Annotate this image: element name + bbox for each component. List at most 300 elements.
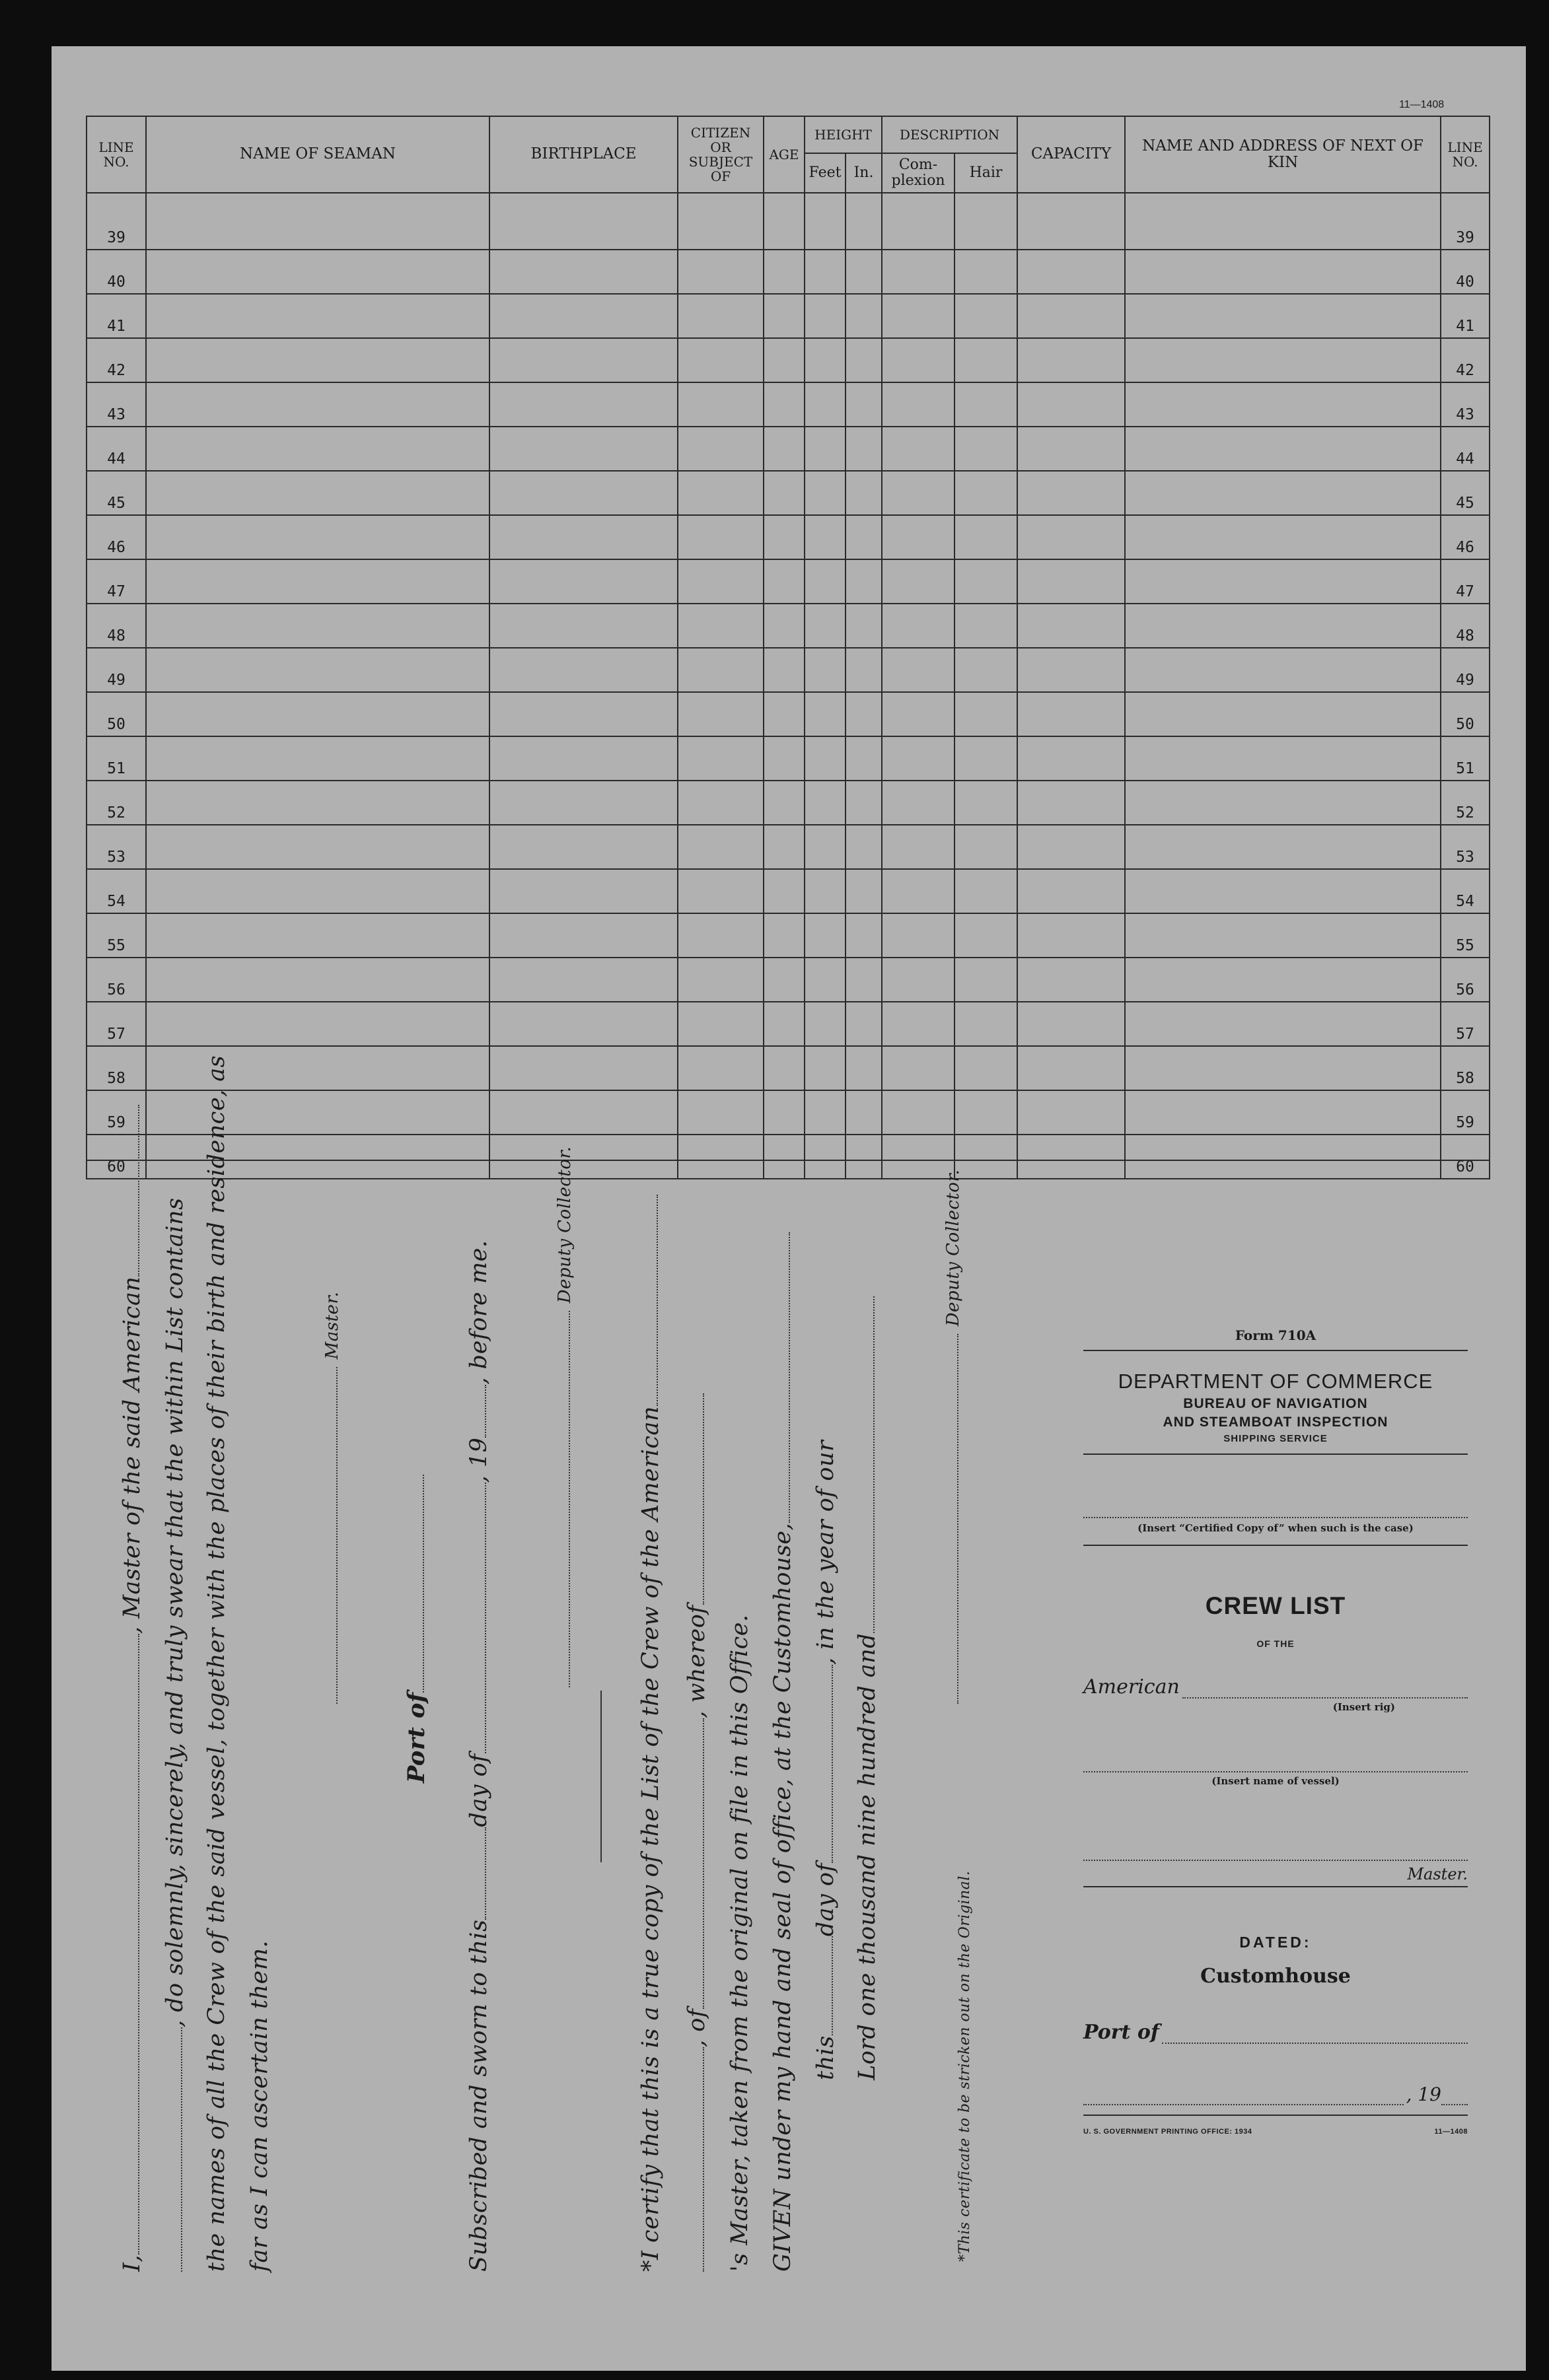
crew-cell[interactable] (678, 382, 764, 427)
crew-cell[interactable] (678, 604, 764, 648)
crew-cell[interactable] (1125, 515, 1441, 559)
crew-cell[interactable] (764, 1002, 805, 1046)
crew-cell[interactable] (146, 338, 489, 382)
crew-cell[interactable] (489, 604, 678, 648)
crew-cell[interactable] (882, 559, 955, 604)
crew-cell[interactable] (846, 604, 882, 648)
crew-cell[interactable] (846, 294, 882, 338)
crew-cell[interactable] (489, 692, 678, 736)
crew-cell[interactable] (764, 1046, 805, 1090)
crew-cell[interactable] (1017, 1046, 1125, 1090)
crew-cell[interactable] (678, 193, 764, 250)
panel-date-blank[interactable] (1083, 2089, 1404, 2105)
crew-cell[interactable] (882, 427, 955, 471)
crew-cell[interactable] (146, 193, 489, 250)
crew-cell[interactable] (1125, 648, 1441, 692)
crew-cell[interactable] (955, 559, 1017, 604)
line-number-right: 60 (1441, 1135, 1490, 1179)
crew-cell[interactable] (1017, 958, 1125, 1002)
crew-cell[interactable] (805, 338, 846, 382)
of-the: OF THE (1256, 1638, 1295, 1649)
crew-cell[interactable] (146, 471, 489, 515)
crew-cell[interactable] (955, 781, 1017, 825)
crew-cell[interactable] (805, 515, 846, 559)
panel-year-blank[interactable] (1441, 2089, 1468, 2105)
crew-cell[interactable] (955, 427, 1017, 471)
line-number: 57 (87, 1002, 146, 1046)
crew-cell[interactable] (882, 294, 955, 338)
cert-deputy-signature-blank[interactable] (956, 1334, 958, 1704)
crew-cell[interactable] (678, 825, 764, 869)
crew-cell[interactable] (955, 338, 1017, 382)
crew-cell[interactable] (489, 559, 678, 604)
crew-cell[interactable] (882, 1046, 955, 1090)
crew-cell[interactable] (146, 869, 489, 913)
crew-cell[interactable] (678, 692, 764, 736)
deputy-signature-blank[interactable] (568, 1311, 570, 1687)
crew-cell[interactable] (489, 294, 678, 338)
crew-cell[interactable] (678, 736, 764, 781)
crew-cell[interactable] (955, 193, 1017, 250)
crew-cell[interactable] (846, 515, 882, 559)
crew-cell[interactable] (805, 692, 846, 736)
crew-cell[interactable] (882, 1090, 955, 1135)
line-number: 45 (87, 471, 146, 515)
crew-cell[interactable] (1125, 294, 1441, 338)
certificate-line-3: 's Master, taken from the original on file in this Office. (727, 1614, 753, 2272)
cert-customhouse-blank[interactable] (788, 1232, 790, 1523)
crew-cell[interactable] (1017, 515, 1125, 559)
header-age: AGE (764, 116, 805, 193)
crew-cell[interactable] (678, 913, 764, 958)
crew-cell[interactable] (882, 692, 955, 736)
crew-cell[interactable] (805, 1090, 846, 1135)
crew-cell[interactable] (489, 913, 678, 958)
crew-cell[interactable] (1125, 382, 1441, 427)
line-number-right: 51 (1441, 736, 1490, 781)
line-number: 47 (87, 559, 146, 604)
printer-line (1083, 2128, 1468, 2136)
crew-cell[interactable] (1017, 781, 1125, 825)
crew-cell[interactable] (489, 736, 678, 781)
customhouse-label: Customhouse (1200, 1965, 1351, 1988)
table-row (87, 736, 1490, 781)
line-number: 52 (87, 781, 146, 825)
crew-cell[interactable] (146, 515, 489, 559)
crew-cell[interactable] (1125, 1090, 1441, 1135)
crew-cell[interactable] (678, 294, 764, 338)
crew-cell[interactable] (146, 427, 489, 471)
crew-cell[interactable] (1125, 559, 1441, 604)
crew-cell[interactable] (1017, 692, 1125, 736)
line-number: 48 (87, 604, 146, 648)
crew-cell[interactable] (1125, 736, 1441, 781)
crew-cell[interactable] (846, 1090, 882, 1135)
crew-cell[interactable] (955, 471, 1017, 515)
crew-cell[interactable] (882, 869, 955, 913)
crew-cell[interactable] (764, 781, 805, 825)
crew-cell[interactable] (1125, 1135, 1441, 1179)
crew-cell[interactable] (846, 781, 882, 825)
crew-cell[interactable] (1125, 869, 1441, 913)
line-number-right: 46 (1441, 515, 1490, 559)
line-number-right: 54 (1441, 869, 1490, 913)
crew-cell[interactable] (805, 427, 846, 471)
crew-cell[interactable] (805, 382, 846, 427)
crew-cell[interactable] (146, 692, 489, 736)
crew-cell[interactable] (764, 692, 805, 736)
crew-cell[interactable] (846, 736, 882, 781)
cert-day-blank[interactable] (831, 1936, 833, 2035)
crew-cell[interactable] (678, 1090, 764, 1135)
shipping-service: SHIPPING SERVICE (1223, 1433, 1328, 1444)
crew-cell[interactable] (764, 604, 805, 648)
crew-cell[interactable] (1125, 825, 1441, 869)
line-number: 39 (87, 193, 146, 250)
crew-cell[interactable] (882, 338, 955, 382)
crew-cell[interactable] (955, 1002, 1017, 1046)
crew-cell[interactable] (764, 559, 805, 604)
header-name-of-seaman: NAME OF SEAMAN (146, 116, 489, 193)
crew-cell[interactable] (882, 736, 955, 781)
crew-cell[interactable] (1017, 559, 1125, 604)
crew-cell[interactable] (146, 604, 489, 648)
crew-cell[interactable] (489, 648, 678, 692)
crew-cell[interactable] (846, 1046, 882, 1090)
subscribed-year-blank[interactable] (484, 1385, 486, 1438)
crew-cell[interactable] (678, 1135, 764, 1179)
crew-cell[interactable] (489, 1046, 678, 1090)
header-height: HEIGHT (805, 116, 882, 153)
crew-cell[interactable] (846, 427, 882, 471)
oath-line-1: I,, Master of the said American (119, 1105, 145, 2272)
crew-cell[interactable] (146, 825, 489, 869)
cert-of-blank[interactable] (702, 1718, 704, 2009)
crew-cell[interactable] (955, 250, 1017, 294)
crew-cell[interactable] (846, 958, 882, 1002)
crew-list-title: CREW LIST (1205, 1592, 1346, 1619)
crew-cell[interactable] (805, 958, 846, 1002)
panel-port-line: Port of (1083, 2021, 1468, 2044)
table-row (87, 1135, 1490, 1179)
crew-cell[interactable] (1017, 1135, 1125, 1179)
crew-cell[interactable] (146, 648, 489, 692)
crew-cell[interactable] (882, 781, 955, 825)
crew-cell[interactable] (882, 648, 955, 692)
crew-cell[interactable] (882, 382, 955, 427)
crew-cell[interactable] (764, 515, 805, 559)
crew-cell[interactable] (1125, 958, 1441, 1002)
crew-cell[interactable] (678, 958, 764, 1002)
crew-cell[interactable] (764, 1090, 805, 1135)
crew-cell[interactable] (955, 913, 1017, 958)
crew-cell[interactable] (846, 1135, 882, 1179)
crew-cell[interactable] (678, 338, 764, 382)
vessel-name-blank[interactable] (137, 1105, 139, 1277)
crew-cell[interactable] (489, 193, 678, 250)
crew-cell[interactable] (1017, 427, 1125, 471)
table-row (87, 1090, 1490, 1135)
header-line-no: LINE NO. (87, 116, 146, 193)
crew-cell[interactable] (764, 193, 805, 250)
subscribed-month-blank[interactable] (484, 1483, 486, 1753)
crew-cell[interactable] (1017, 250, 1125, 294)
line-number-right: 50 (1441, 692, 1490, 736)
crew-cell[interactable] (805, 648, 846, 692)
master-name-blank[interactable] (137, 1634, 139, 2255)
crew-cell[interactable] (146, 1046, 489, 1090)
crew-cell[interactable] (805, 913, 846, 958)
crew-cell[interactable] (489, 1002, 678, 1046)
crew-cell[interactable] (955, 294, 1017, 338)
certificate-line-4: GIVEN under my hand and seal of office, at the Customhouse, (770, 1232, 796, 2272)
crew-cell[interactable] (1125, 913, 1441, 958)
crew-cell[interactable] (882, 913, 955, 958)
table-row (87, 869, 1490, 913)
crew-cell[interactable] (805, 781, 846, 825)
cert-month-blank[interactable] (831, 1665, 833, 1863)
crew-cell[interactable] (489, 471, 678, 515)
cert-whereof-blank[interactable] (702, 1393, 704, 1605)
line-number-right: 55 (1441, 913, 1490, 958)
printer-imprint: U. S. GOVERNMENT PRINTING OFFICE: 1934 (1083, 2128, 1252, 2136)
crew-cell[interactable] (1125, 692, 1441, 736)
form-code-top: 11—1408 (1399, 99, 1445, 110)
crew-cell[interactable] (955, 1090, 1017, 1135)
line-number: 43 (87, 382, 146, 427)
crew-cell[interactable] (1017, 825, 1125, 869)
crew-cell[interactable] (846, 471, 882, 515)
crew-cell[interactable] (805, 471, 846, 515)
crew-table (86, 116, 1490, 1179)
crew-cell[interactable] (146, 1135, 489, 1179)
line-number: 56 (87, 958, 146, 1002)
line-number: 44 (87, 427, 146, 471)
american-rig-line: American (1083, 1675, 1468, 1698)
crew-cell[interactable] (764, 736, 805, 781)
line-number-right: 58 (1441, 1046, 1490, 1090)
crew-cell[interactable] (764, 1135, 805, 1179)
crew-cell[interactable] (955, 604, 1017, 648)
crew-cell[interactable] (805, 1135, 846, 1179)
crew-cell[interactable] (1125, 604, 1441, 648)
crew-cell[interactable] (1017, 338, 1125, 382)
crew-cell[interactable] (489, 1090, 678, 1135)
crew-cell[interactable] (805, 869, 846, 913)
crew-cell[interactable] (1017, 294, 1125, 338)
crew-cell[interactable] (882, 250, 955, 294)
crew-cell[interactable] (805, 604, 846, 648)
crew-cell[interactable] (1017, 382, 1125, 427)
crew-cell[interactable] (882, 515, 955, 559)
crew-cell[interactable] (146, 250, 489, 294)
line-number-right: 39 (1441, 193, 1490, 250)
crew-cell[interactable] (678, 648, 764, 692)
crew-cell[interactable] (678, 427, 764, 471)
crew-cell[interactable] (764, 958, 805, 1002)
crew-cell[interactable] (846, 382, 882, 427)
crew-cell[interactable] (882, 604, 955, 648)
crew-cell[interactable] (678, 1046, 764, 1090)
crew-cell[interactable] (146, 382, 489, 427)
crew-cell[interactable] (805, 193, 846, 250)
crew-cell[interactable] (1125, 781, 1441, 825)
crew-cell[interactable] (882, 1002, 955, 1046)
panel-port-blank[interactable] (1162, 2024, 1468, 2044)
crew-cell[interactable] (805, 559, 846, 604)
crew-cell[interactable] (1125, 427, 1441, 471)
crew-cell[interactable] (764, 648, 805, 692)
subscribed-day-blank[interactable] (484, 1827, 486, 1920)
crew-cell[interactable] (764, 338, 805, 382)
table-row (87, 958, 1490, 1002)
crew-cell[interactable] (1017, 604, 1125, 648)
table-row (87, 781, 1490, 825)
crew-cell[interactable] (1125, 250, 1441, 294)
crew-cell[interactable] (764, 825, 805, 869)
crew-cell[interactable] (489, 869, 678, 913)
crew-cell[interactable] (1125, 471, 1441, 515)
crew-cell[interactable] (489, 427, 678, 471)
crew-cell[interactable] (882, 193, 955, 250)
crew-cell[interactable] (955, 515, 1017, 559)
crew-cell[interactable] (489, 958, 678, 1002)
line-number: 53 (87, 825, 146, 869)
table-row (87, 471, 1490, 515)
port-blank[interactable] (422, 1475, 424, 1693)
crew-cell[interactable] (489, 515, 678, 559)
crew-cell[interactable] (1125, 1002, 1441, 1046)
crew-cell[interactable] (805, 825, 846, 869)
crew-cell[interactable] (1125, 338, 1441, 382)
line-number-right: 45 (1441, 471, 1490, 515)
crew-cell[interactable] (882, 958, 955, 1002)
crew-cell[interactable] (678, 515, 764, 559)
table-row (87, 427, 1490, 471)
crew-cell[interactable] (146, 559, 489, 604)
crew-cell[interactable] (955, 825, 1017, 869)
vessel-blank-2[interactable] (180, 2027, 182, 2272)
crew-cell[interactable] (805, 736, 846, 781)
crew-cell[interactable] (764, 869, 805, 913)
crew-cell[interactable] (489, 338, 678, 382)
line-number-right: 49 (1441, 648, 1490, 692)
crew-cell[interactable] (489, 781, 678, 825)
crew-cell[interactable] (846, 692, 882, 736)
crew-cell[interactable] (678, 559, 764, 604)
crew-cell[interactable] (764, 913, 805, 958)
crew-cell[interactable] (678, 250, 764, 294)
crew-cell[interactable] (805, 1046, 846, 1090)
crew-cell[interactable] (1017, 1002, 1125, 1046)
rig-blank[interactable] (1182, 1679, 1468, 1698)
crew-cell[interactable] (955, 382, 1017, 427)
crew-cell[interactable] (805, 250, 846, 294)
crew-cell[interactable] (846, 193, 882, 250)
line-number-right: 44 (1441, 427, 1490, 471)
line-number: 60 (87, 1135, 146, 1179)
crew-cell[interactable] (846, 1002, 882, 1046)
back-panel (1083, 1327, 1468, 2136)
crew-cell[interactable] (764, 427, 805, 471)
crew-cell[interactable] (678, 471, 764, 515)
subscribed-line: Subscribed and sworn to thisday of, 19, before me. (466, 1240, 492, 2272)
crew-cell[interactable] (146, 736, 489, 781)
master-signature-line: Master. (317, 1292, 343, 1704)
certified-copy-blank[interactable] (1083, 1517, 1468, 1518)
crew-cell[interactable] (846, 648, 882, 692)
crew-cell[interactable] (678, 781, 764, 825)
crew-cell[interactable] (846, 250, 882, 294)
crew-cell[interactable] (489, 382, 678, 427)
cert-vessel-blank-2[interactable] (702, 2047, 704, 2272)
crew-cell[interactable] (764, 471, 805, 515)
crew-cell[interactable] (146, 913, 489, 958)
crew-cell[interactable] (1017, 913, 1125, 958)
crew-cell[interactable] (846, 825, 882, 869)
crew-cell[interactable] (764, 250, 805, 294)
crew-cell[interactable] (955, 736, 1017, 781)
crew-cell[interactable] (146, 1002, 489, 1046)
crew-cell[interactable] (146, 294, 489, 338)
master-signature-blank[interactable] (336, 1367, 338, 1704)
panel-rule-4 (1083, 1886, 1468, 1887)
crew-cell[interactable] (955, 1046, 1017, 1090)
crew-cell[interactable] (1017, 193, 1125, 250)
crew-cell[interactable] (1017, 736, 1125, 781)
crew-cell[interactable] (955, 692, 1017, 736)
crew-cell[interactable] (678, 869, 764, 913)
crew-cell[interactable] (1017, 1090, 1125, 1135)
crew-cell[interactable] (1125, 1046, 1441, 1090)
master-name-blank-panel[interactable] (1083, 1860, 1468, 1861)
crew-cell[interactable] (1017, 648, 1125, 692)
crew-cell[interactable] (882, 825, 955, 869)
crew-cell[interactable] (678, 1002, 764, 1046)
crew-cell[interactable] (1017, 471, 1125, 515)
crew-cell[interactable] (882, 471, 955, 515)
cert-year-blank[interactable] (873, 1296, 875, 1633)
crew-cell[interactable] (955, 648, 1017, 692)
vessel-name-blank-panel[interactable] (1083, 1771, 1468, 1772)
crew-cell[interactable] (846, 869, 882, 913)
table-row (87, 825, 1490, 869)
crew-cell[interactable] (489, 825, 678, 869)
crew-cell[interactable] (146, 958, 489, 1002)
crew-cell[interactable] (764, 294, 805, 338)
crew-cell[interactable] (805, 1002, 846, 1046)
oath-line-3: the names of all the Crew of the said vessel, together with the places of their birth and residence, as (203, 1055, 230, 2272)
crew-cell[interactable] (846, 559, 882, 604)
cert-vessel-blank[interactable] (656, 1195, 658, 1406)
crew-cell[interactable] (146, 1090, 489, 1135)
crew-cell[interactable] (146, 781, 489, 825)
crew-cell[interactable] (489, 1135, 678, 1179)
crew-cell[interactable] (955, 958, 1017, 1002)
crew-cell[interactable] (955, 869, 1017, 913)
crew-cell[interactable] (1125, 193, 1441, 250)
crew-cell[interactable] (846, 338, 882, 382)
crew-cell[interactable] (489, 250, 678, 294)
line-number-right: 43 (1441, 382, 1490, 427)
crew-cell[interactable] (1017, 869, 1125, 913)
deputy-collector-oath: Deputy Collector. (550, 1146, 576, 1687)
bureau-line-1: BUREAU OF NAVIGATION (1183, 1396, 1368, 1411)
crew-cell[interactable] (805, 294, 846, 338)
line-number: 40 (87, 250, 146, 294)
crew-cell[interactable] (764, 382, 805, 427)
crew-cell[interactable] (846, 913, 882, 958)
